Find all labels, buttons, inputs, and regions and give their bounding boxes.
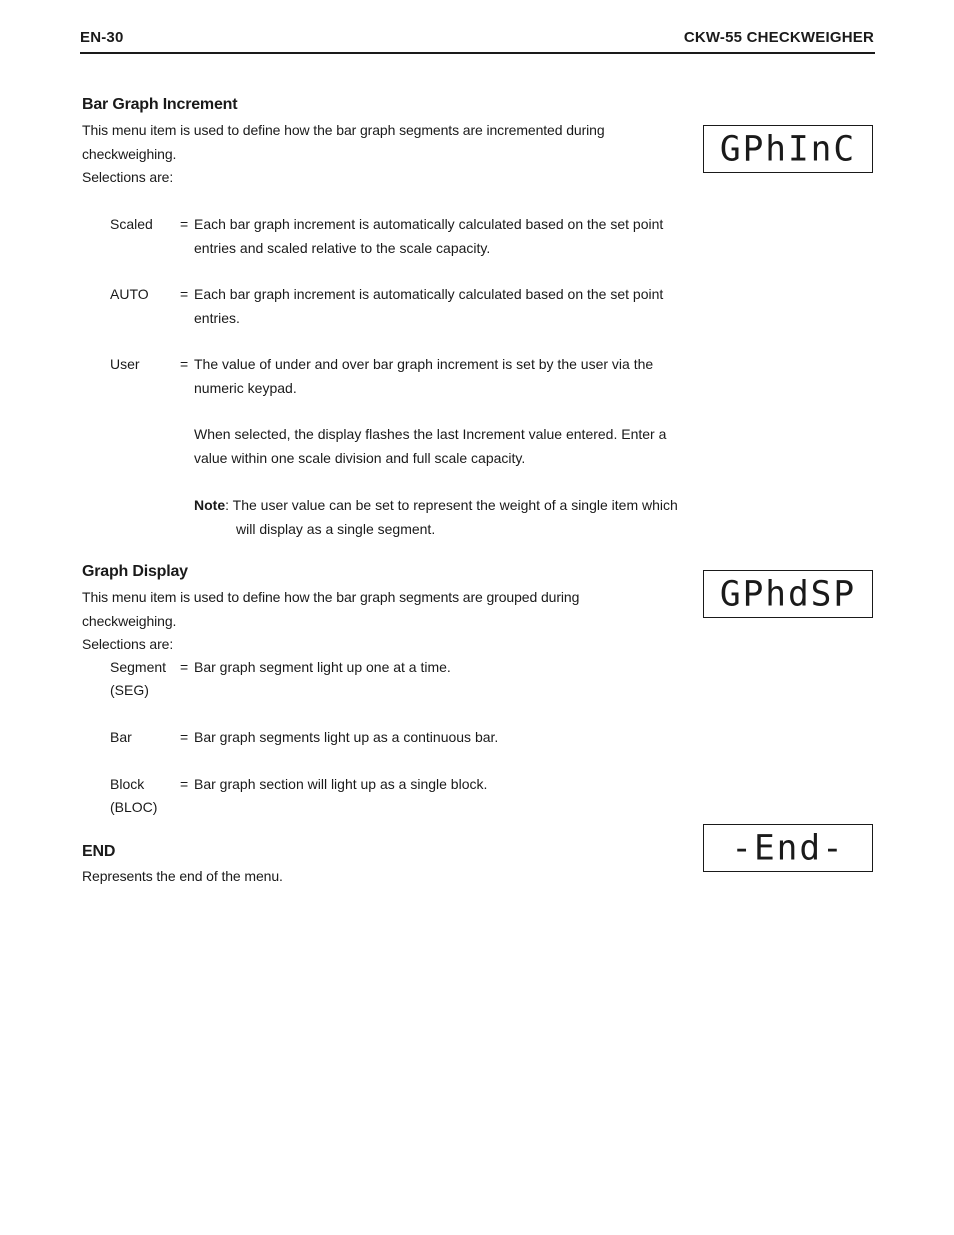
option-term: Scaled (110, 216, 153, 232)
header-divider (80, 52, 875, 54)
section-title-end: END (82, 843, 116, 860)
definition-line: Bar graph section will light up as a single block. (194, 776, 488, 792)
intro-line: checkweighing. (82, 612, 177, 629)
page-number: EN-30 (80, 29, 124, 46)
definition-line: entries. (194, 309, 240, 326)
option-term: Block (BLOC) (110, 776, 158, 815)
lcd-text: GPhdSP (719, 574, 857, 615)
note-line: will display as a single segment. (236, 521, 436, 537)
definition-line: Each bar graph increment is automatically calculated based on the set point (194, 286, 664, 302)
intro-line: This menu item is used to define how the bar graph segments are grouped during (82, 589, 580, 605)
intro-line: This menu item is used to define how the bar graph segments are incremented during (82, 122, 605, 138)
definition-line: Bar graph segment light up one at a time. (194, 659, 451, 675)
selections-label: Selections are: (82, 169, 174, 185)
note (194, 493, 690, 541)
option-term: Segment (SEG) (110, 659, 167, 698)
option-definition: = Each bar graph increment is automatically calculated based on the set point entries. (180, 283, 679, 330)
option-definition: = Bar graph segments light up as a continuous bar. (180, 729, 499, 745)
option-definition: = Bar graph segment light up one at a time. (180, 659, 451, 675)
section-title-graph-display: Graph Display (82, 563, 188, 580)
section-intro (82, 119, 605, 190)
lcd-segment-icon (704, 825, 872, 871)
lcd-display-gphdsp (703, 570, 873, 618)
definition-line: entries and scaled relative to the scale capacity. (194, 239, 491, 256)
document-title: CKW-55 CHECKWEIGHER (683, 29, 874, 46)
definition-line: Each bar graph increment is automatically calculated based on the set point (194, 216, 664, 232)
lcd-text: GPhInC (719, 129, 857, 170)
definition-line: numeric keypad. (194, 379, 297, 396)
lcd-display-end (703, 824, 873, 872)
detail-line: value within one scale division and full scale capacity. (194, 449, 526, 466)
end-description: Represents the end of the menu. (82, 868, 283, 884)
intro-line: checkweighing. (82, 145, 177, 162)
option-definition: = Each bar graph increment is automatically calculated based on the set point entries and scaled relative to the scale capacity. (180, 213, 679, 260)
definition-line: Bar graph segments light up as a continuous bar. (194, 729, 499, 745)
lcd-segment-icon (704, 571, 872, 617)
section-intro (82, 586, 579, 657)
lcd-text: -End- (731, 828, 845, 869)
note-line: : The user value can be set to represent the weight of a single item which (225, 497, 678, 513)
option-term: Bar (110, 729, 132, 745)
lcd-segment-icon (704, 126, 872, 172)
lcd-display-gphinc (703, 125, 873, 173)
selections-label: Selections are: (82, 636, 174, 652)
user-option-detail (194, 423, 677, 470)
section-title-bar-graph-increment: Bar Graph Increment (82, 96, 238, 113)
option-definition: = Bar graph section will light up as a single block. (180, 776, 488, 792)
definition-line: The value of under and over bar graph increment is set by the user via the (194, 356, 654, 372)
option-term: User (110, 356, 140, 372)
option-definition: = The value of under and over bar graph increment is set by the user via the numeric keypad. (180, 353, 667, 400)
detail-line: When selected, the display flashes the last Increment value entered. Enter a (194, 426, 667, 442)
option-term: AUTO (110, 286, 149, 302)
note-label: Note (194, 497, 226, 513)
